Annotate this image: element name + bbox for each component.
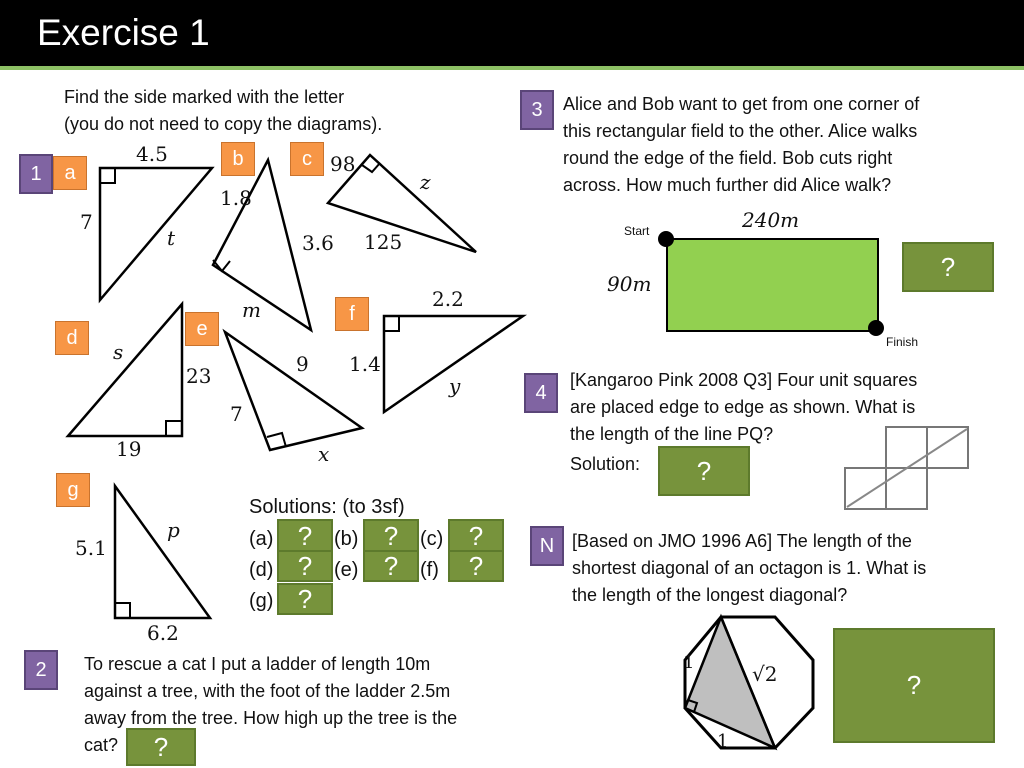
part-c-badge: c [290, 142, 324, 176]
q4-text [570, 367, 917, 448]
qN-line2: shortest diagonal of an octagon is 1. What is [572, 558, 927, 578]
label-f-left: 1.4 [349, 352, 381, 376]
answer-g-button[interactable]: ? [277, 583, 333, 615]
q3-width-label: 240m [742, 208, 800, 232]
q1-instructions-line1: Find the side marked with the letter [64, 87, 345, 107]
label-g-hyp: p [167, 518, 180, 542]
q1-instructions [64, 84, 382, 138]
sol-label-d: (d) [249, 559, 274, 581]
label-b-left: 1.8 [220, 186, 252, 210]
q3-field-rectangle [666, 238, 879, 332]
qN-line1: [Based on JMO 1996 A6] The length of the [572, 531, 912, 551]
qN-side-label: 1 [683, 652, 695, 673]
q2-line3: away from the tree. How high up the tree is the [84, 708, 458, 728]
qN-bottom-label: 1 [717, 731, 729, 752]
q3-height-label: 90m [607, 272, 652, 296]
answer-f-button[interactable]: ? [448, 550, 504, 582]
qN-text [572, 528, 926, 609]
label-c-bottom: 125 [364, 230, 403, 254]
q3-line4: across. How much further did Alice walk? [563, 175, 892, 195]
q4-answer-button[interactable]: ? [658, 446, 750, 496]
label-e-left: 7 [230, 402, 243, 426]
label-d-bottom: 19 [116, 437, 142, 461]
label-c-hyp: z [420, 170, 431, 194]
label-c-top: 98 [330, 152, 356, 176]
answer-e-button[interactable]: ? [363, 550, 419, 582]
label-g-bottom: 6.2 [147, 621, 179, 645]
q3-line3: round the edge of the field. Bob cuts right [563, 148, 893, 168]
sol-label-g: (g) [249, 590, 274, 612]
sol-label-e: (e) [334, 559, 359, 581]
qN-badge: N [530, 526, 564, 566]
q3-answer-button[interactable]: ? [902, 242, 994, 292]
part-b-badge: b [221, 142, 255, 176]
label-a-left: 7 [80, 210, 93, 234]
q3-text [563, 91, 919, 199]
part-d-badge: d [55, 321, 89, 355]
label-b-right: 3.6 [302, 231, 334, 255]
part-a-badge: a [53, 156, 87, 190]
q3-start-label: Start [624, 224, 650, 238]
sol-label-a: (a) [249, 528, 274, 550]
q3-finish-label: Finish [886, 335, 919, 349]
label-f-hyp: y [449, 374, 461, 398]
label-f-top: 2.2 [432, 287, 464, 311]
q2-line1: To rescue a cat I put a ladder of length 10m [84, 654, 431, 674]
solutions-heading: Solutions: (to 3sf) [249, 496, 405, 518]
sol-label-b: (b) [334, 528, 359, 550]
q4-badge: 4 [524, 373, 558, 413]
q1-badge: 1 [19, 154, 53, 194]
answer-c-button[interactable]: ? [448, 519, 504, 553]
answer-d-button[interactable]: ? [277, 550, 333, 582]
q4-solution-label: Solution: [570, 454, 641, 474]
label-e-top: 9 [296, 352, 309, 376]
q2-badge: 2 [24, 650, 58, 690]
q4-line3: the length of the line PQ? [570, 424, 774, 444]
sol-label-c: (c) [420, 528, 444, 550]
q1-instructions-line2: (you do not need to copy the diagrams). [64, 114, 383, 134]
q3-line1: Alice and Bob want to get from one corner of [563, 94, 920, 114]
part-f-badge: f [335, 297, 369, 331]
part-e-badge: e [185, 312, 219, 346]
answer-b-button[interactable]: ? [363, 519, 419, 553]
q3-badge: 3 [520, 90, 554, 130]
label-b-bottom: m [242, 298, 261, 322]
page-title: Exercise 1 [37, 12, 210, 53]
label-d-right: 23 [186, 364, 212, 388]
qN-octagon-diagram [0, 0, 1, 1]
title-bar [0, 0, 1024, 66]
q2-line2: against a tree, with the foot of the ladder 2.5m [84, 681, 451, 701]
label-d-hyp: s [113, 340, 124, 364]
qN-line3: the length of the longest diagonal? [572, 585, 848, 605]
q4-line1: [Kangaroo Pink 2008 Q3] Four unit squares [570, 370, 918, 390]
label-g-left: 5.1 [75, 536, 107, 560]
q2-line4: cat? [84, 735, 119, 755]
title-underline [0, 66, 1024, 70]
q3-line2: this rectangular field to the other. Alice walks [563, 121, 918, 141]
sol-label-f: (f) [420, 559, 439, 581]
label-a-hyp: t [167, 226, 176, 250]
label-e-bottom: x [318, 442, 330, 466]
qN-root-label: √2 [752, 662, 778, 686]
answer-a-button[interactable]: ? [277, 519, 333, 553]
label-a-top: 4.5 [136, 142, 168, 166]
qN-answer-button[interactable]: ? [833, 628, 995, 743]
part-g-badge: g [56, 473, 90, 507]
q4-line2: are placed edge to edge as shown. What is [570, 397, 916, 417]
q2-answer-button[interactable]: ? [126, 728, 196, 766]
